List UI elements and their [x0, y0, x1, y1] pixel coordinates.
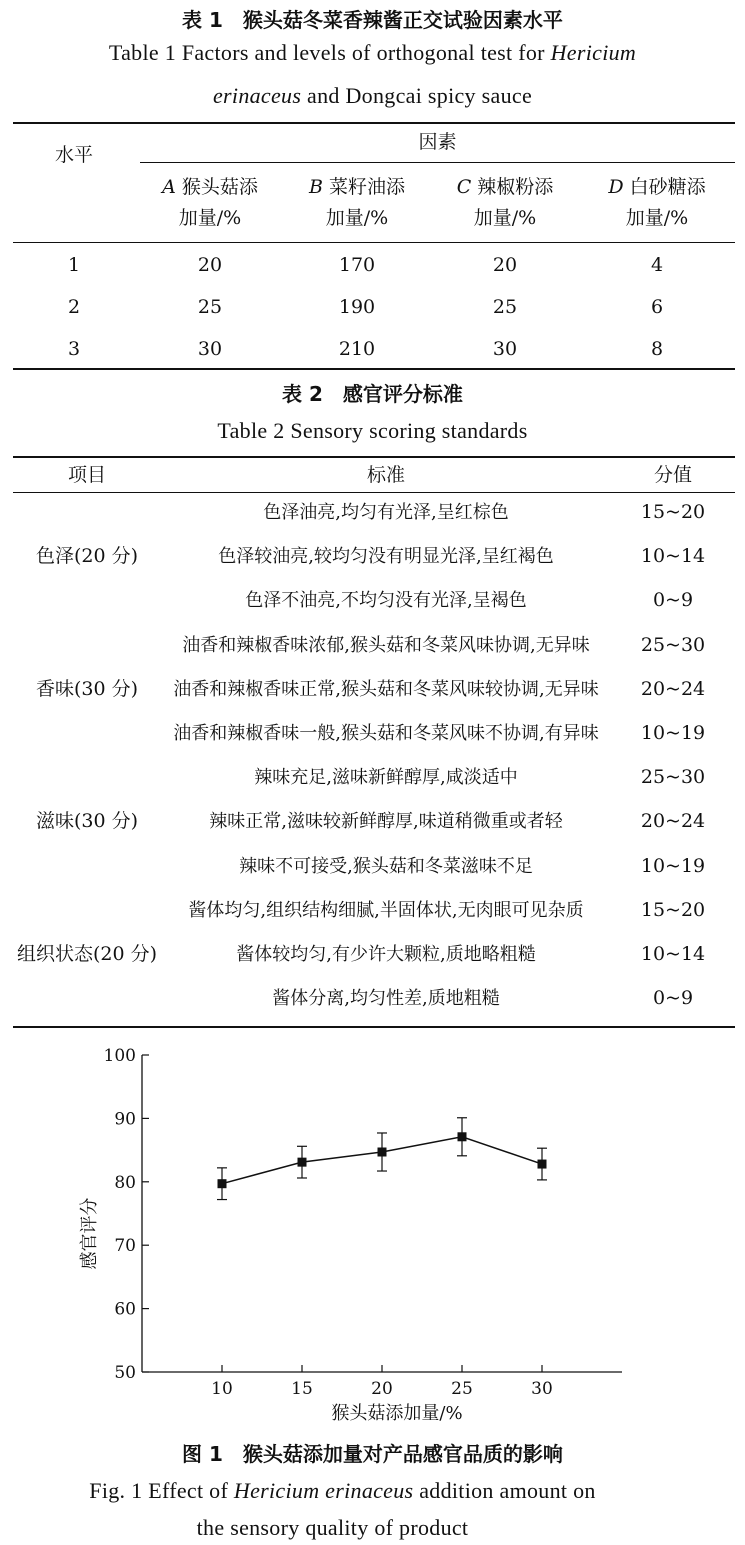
table2-bottom-rule	[13, 1026, 735, 1028]
table2-score: 25~30	[640, 633, 706, 656]
table2-item-label: 组织状态(20 分)	[16, 943, 158, 965]
table1-cell: 20	[197, 254, 223, 276]
y-axis-label: 感官评分	[79, 1197, 100, 1270]
table2-score: 10~14	[640, 545, 706, 568]
table2-standard: 色泽较油亮,较均匀没有明显光泽,呈红褐色	[218, 546, 554, 568]
table2-item-label: 色泽(20 分)	[35, 545, 139, 568]
data-point	[218, 1179, 227, 1188]
data-point	[378, 1148, 387, 1157]
table2-standard: 酱体较均匀,有少许大颗粒,质地略粗糙	[236, 944, 536, 965]
table1-header-level: 水平	[54, 144, 93, 166]
table2-score: 10~14	[640, 943, 706, 965]
table1-col-header-name	[430, 172, 580, 203]
table1-cell: 6	[650, 296, 664, 318]
table2-caption-en: Table 2 Sensory scoring standards	[217, 418, 528, 443]
figure1-caption-en-species: Hericium erinaceus	[233, 1478, 414, 1503]
x-tick-label: 25	[451, 1379, 473, 1399]
table1-col-header-unit: 加量/%	[473, 207, 537, 229]
table1-col-header-c	[430, 172, 580, 234]
table1-row-level: 2	[67, 296, 81, 318]
table1-col-header-name	[135, 172, 285, 203]
x-tick-label: 30	[531, 1379, 553, 1399]
table2-header-rule	[13, 492, 735, 493]
table2-score: 0~9	[652, 589, 694, 612]
table1-caption-en-line2	[0, 83, 745, 109]
table1-bottom-rule	[13, 368, 735, 370]
sensory-score-chart	[0, 1035, 745, 1435]
table1-row-level: 1	[67, 254, 81, 276]
y-tick-label: 90	[114, 1109, 136, 1130]
table2-score: 20~24	[640, 810, 706, 833]
figure1-caption-en-line2: the sensory quality of product	[196, 1515, 469, 1540]
table2-standard: 油香和辣椒香味一般,猴头菇和冬菜风味不协调,有异味	[173, 723, 599, 744]
table2-header-score: 分值	[653, 464, 692, 486]
x-axis-label: 猴头菇添加量/%	[331, 1403, 463, 1424]
table1-cell: 20	[492, 254, 518, 276]
table1-cell: 190	[338, 296, 376, 318]
table2-score: 20~24	[640, 677, 706, 700]
figure1-caption-en-text-b: addition amount on	[413, 1478, 596, 1503]
table2-standard: 油香和辣椒香味正常,猴头菇和冬菜风味较协调,无异味	[173, 678, 599, 700]
table1-col-header-letter: C	[456, 176, 472, 198]
table2-header-item: 项目	[67, 464, 106, 486]
table1-caption-en-line2-text: and Dongcai spicy sauce	[301, 83, 533, 108]
table2-score: 0~9	[652, 987, 694, 1010]
table1-cell: 30	[492, 338, 518, 360]
table1-col-header-label: 猴头菇添	[181, 176, 258, 198]
table1-cell: 25	[197, 296, 223, 318]
table1-header-factor: 因素	[418, 131, 457, 153]
table1-col-header-letter: B	[308, 176, 323, 198]
data-point	[298, 1158, 307, 1167]
x-tick-label: 10	[211, 1379, 233, 1399]
table1-caption-en-species: erinaceus	[212, 83, 302, 108]
figure1-caption-en-line1	[0, 1478, 715, 1504]
table2-standard: 辣味正常,滋味较新鲜醇厚,味道稍微重或者轻	[209, 811, 563, 833]
table1-col-header-a	[135, 172, 285, 234]
y-tick-label: 100	[103, 1046, 136, 1066]
table2-standard: 油香和辣椒香味浓郁,猴头菇和冬菜风味协调,无异味	[182, 634, 590, 656]
table2-item-label: 滋味(30 分)	[35, 810, 139, 833]
table2-standard: 辣味充足,滋味新鲜醇厚,咸淡适中	[254, 767, 518, 789]
table1-cell: 210	[338, 338, 376, 360]
table1-factor-rule	[140, 162, 735, 163]
table1-row-level: 3	[67, 338, 81, 360]
x-tick-label: 20	[371, 1379, 393, 1399]
table1-caption-en-line1	[0, 40, 745, 66]
table1-caption-cn: 表 1 猴头菇冬菜香辣酱正交试验因素水平	[182, 8, 563, 32]
figure1-caption-cn: 图 1 猴头菇添加量对产品感官品质的影响	[182, 1442, 563, 1466]
table1-top-rule	[13, 122, 735, 124]
table2-standard: 酱体分离,均匀性差,质地粗糙	[272, 988, 500, 1010]
figure1-caption-en-text-a: Fig. 1 Effect of	[89, 1478, 234, 1503]
table2-score: 15~20	[640, 898, 706, 921]
table1-col-header-unit: 加量/%	[325, 207, 389, 229]
table1-col-header-name	[282, 172, 432, 203]
table1-col-header-label: 辣椒粉添	[477, 176, 554, 198]
table1-col-header-letter: D	[608, 176, 624, 198]
data-point	[458, 1132, 467, 1141]
table2-standard: 酱体均匀,组织结构细腻,半固体状,无肉眼可见杂质	[188, 899, 584, 921]
table2-score: 15~20	[640, 501, 706, 523]
table1-col-header-name	[582, 172, 732, 203]
y-tick-label: 60	[114, 1299, 136, 1320]
table1-col-header-d	[582, 172, 732, 234]
table1-col-header-unit: 加量/%	[178, 207, 242, 229]
y-tick-label: 50	[114, 1363, 136, 1383]
table1-cell: 25	[492, 296, 518, 318]
table1-col-header-label: 菜籽油添	[329, 176, 406, 198]
table1-cell: 4	[650, 254, 664, 276]
table1-caption-en-line1-text: Table 1 Factors and levels of orthogonal test for	[108, 40, 551, 65]
y-tick-label: 70	[114, 1236, 136, 1257]
table1-col-header-label: 白砂糖添	[629, 176, 706, 198]
table2-standard: 色泽不油亮,不均匀没有光泽,呈褐色	[245, 590, 527, 612]
table2-header-standard: 标准	[366, 464, 405, 486]
table2-caption-cn: 表 2 感官评分标准	[282, 382, 463, 406]
table1-col-header-b	[282, 172, 432, 234]
table2-score: 10~19	[640, 854, 706, 877]
table2-standard: 色泽油亮,均匀有光泽,呈红棕色	[263, 502, 509, 523]
table2-score: 25~30	[640, 766, 706, 789]
table1-cell: 8	[650, 338, 664, 360]
table1-cell: 30	[197, 338, 223, 360]
table1-cell: 170	[338, 254, 376, 276]
table1-col-header-letter: A	[162, 176, 176, 198]
table1-header-rule	[13, 242, 735, 243]
table2-item-label: 香味(30 分)	[35, 677, 139, 700]
table2-standard: 辣味不可接受,猴头菇和冬菜滋味不足	[239, 855, 533, 877]
table2-score: 10~19	[640, 722, 706, 744]
table2-top-rule	[13, 456, 735, 458]
table1-caption-en-genus: Hericium	[550, 40, 637, 65]
x-tick-label: 15	[291, 1379, 313, 1399]
data-point	[538, 1160, 547, 1169]
table1-col-header-unit: 加量/%	[625, 207, 689, 229]
y-tick-label: 80	[114, 1172, 136, 1193]
